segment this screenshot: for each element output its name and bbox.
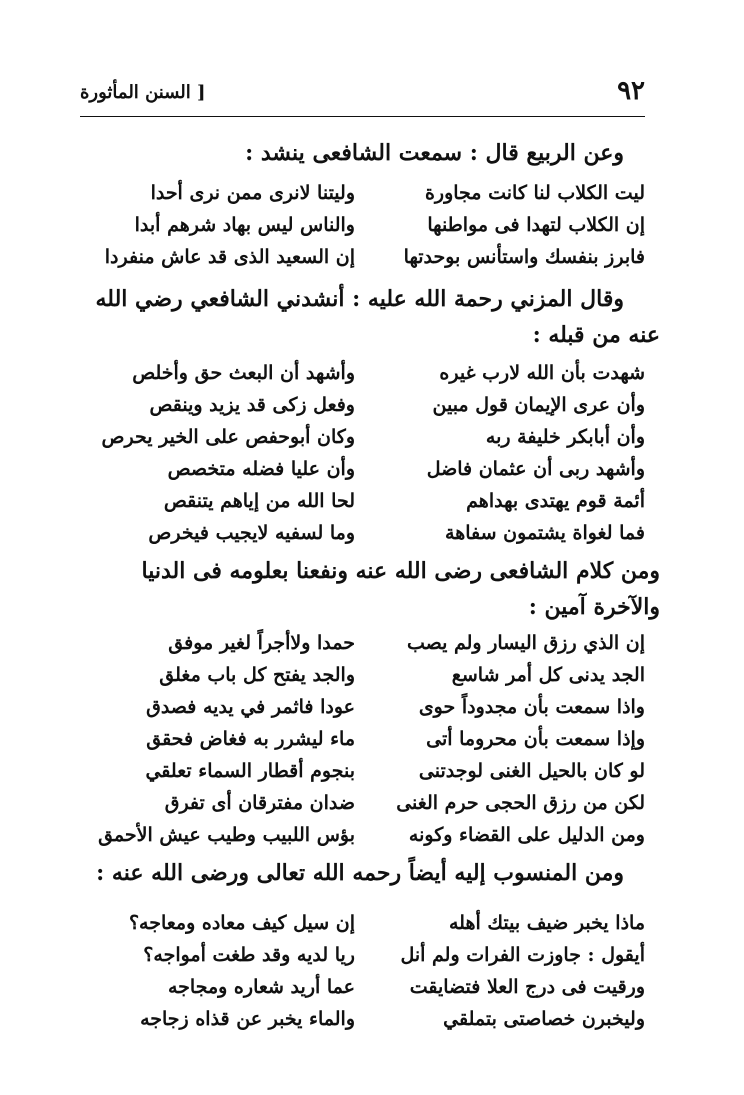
verse-hemistich-second: عودا فاثمر في يديه فصدق [146,696,355,718]
intro-paragraph-3-line-1: ومن كلام الشافعى رضى الله عنه ونفعنا بعلومه فى الدنيا [141,558,660,584]
poem-2 [80,362,645,554]
poem-2-verse [80,458,645,490]
running-title: [ السنن المأثورة [80,82,206,103]
verse-hemistich-first: وأشهد ربى أن عثمان فاضل [426,458,645,480]
poem-3 [80,632,645,856]
poem-4-verse [80,1008,645,1040]
poem-3-verse [80,664,645,696]
verse-hemistich-second: وفعل زكى قد يزيد وينقص [149,394,355,416]
verse-hemistich-first: واذا سمعت بأن مجدوداً حوى [418,696,645,718]
intro-paragraph-2-line-2: عنه من قبله : [532,322,660,348]
poem-4-verse [80,944,645,976]
verse-hemistich-second: ريا لديه وقد طغت أمواجه؟ [143,944,355,966]
verse-hemistich-first: ماذا يخبر ضيف بيتك أهله [448,912,645,934]
verse-hemistich-second: وما لسفيه لايجيب فيخرص [148,522,355,544]
verse-hemistich-second: وأشهد أن البعث حق وأخلص [132,362,355,384]
verse-hemistich-first: لو كان بالحيل الغنى لوجدتنى [418,760,645,782]
verse-hemistich-second: عما أريد شعاره ومجاجه [167,976,355,998]
verse-hemistich-first: وإذا سمعت بأن محروما أتى [426,728,645,750]
page-header [80,76,645,117]
poem-2-verse [80,426,645,458]
verse-hemistich-first: أئمة قوم يهتدى بهداهم [466,490,645,512]
poem-1-verse [80,214,645,246]
poem-2-verse [80,522,645,554]
verse-hemistich-first: شهدت بأن الله لارب غيره [439,362,645,384]
verse-hemistich-first: وأن عرى الإيمان قول مبين [432,394,645,416]
verse-hemistich-first: فابرز بنفسك واستأنس بوحدتها [403,246,645,268]
intro-paragraph-3-line-2: والآخرة آمين : [528,594,660,620]
verse-hemistich-second: لحا الله من إياهم يتنقص [163,490,355,512]
verse-hemistich-second: والماء يخبر عن قذاه زجاجه [140,1008,355,1030]
poem-2-verse [80,394,645,426]
poem-1 [80,182,645,278]
verse-hemistich-second: والجد يفتح كل باب مغلق [159,664,355,686]
intro-paragraph-2-line-1: وقال المزني رحمة الله عليه : أنشدني الشافعي رضي الله [95,286,624,312]
verse-hemistich-first: أيقول : جاوزت الفرات ولم أنل [400,944,645,966]
poem-3-verse [80,824,645,856]
poem-3-verse [80,792,645,824]
verse-hemistich-second: إن السعيد الذى قد عاش منفردا [104,246,355,268]
verse-hemistich-second: ماء ليشرر به فغاض فحقق [146,728,355,750]
verse-hemistich-first: الجد يدنى كل أمر شاسع [451,664,645,686]
verse-hemistich-second: إن سيل كيف معاده ومعاجه؟ [128,912,355,934]
verse-hemistich-first: إن الذي رزق اليسار ولم يصب [406,632,645,654]
verse-hemistich-second: ضدان مفترقان أى تفرق [164,792,355,814]
poem-3-verse [80,760,645,792]
verse-hemistich-second: والناس ليس بهاد شرهم أبدا [134,214,355,236]
poem-2-verse [80,490,645,522]
verse-hemistich-second: وكان أبوحفص على الخير يحرص [101,426,355,448]
intro-paragraph-4: ومن المنسوب إليه أيضاً رحمه الله تعالى ورضى الله عنه : [96,860,624,886]
intro-paragraph-1: وعن الربيع قال : سمعت الشافعى ينشد : [245,140,624,166]
poem-1-verse [80,182,645,214]
verse-hemistich-first: ورقيت فى درج العلا فتضايقت [409,976,645,998]
verse-hemistich-first: لكن من رزق الحجى حرم الغنى [396,792,645,814]
verse-hemistich-first: فما لغواة يشتمون سفاهة [445,522,645,544]
verse-hemistich-first: ليت الكلاب لنا كانت مجاورة [424,182,645,204]
verse-hemistich-second: بنجوم أقطار السماء تعلقي [145,760,355,782]
verse-hemistich-first: ومن الدليل على القضاء وكونه [408,824,645,846]
verse-hemistich-second: حمدا ولاأجراً لغير موفق [168,632,355,654]
poem-3-verse [80,632,645,664]
poem-4-verse [80,976,645,1008]
poem-4 [80,912,645,1040]
verse-hemistich-first: وأن أبابكر خليفة ربه [485,426,645,448]
poem-2-verse [80,362,645,394]
verse-hemistich-second: بؤس اللبيب وطيب عيش الأحمق [98,824,355,846]
verse-hemistich-second: وأن عليا فضله متخصص [167,458,355,480]
verse-hemistich-first: وليخبرن خصاصتى بتملقي [443,1008,645,1030]
poem-1-verse [80,246,645,278]
page-number: ٩٢ [617,76,645,106]
poem-3-verse [80,728,645,760]
verse-hemistich-second: وليتنا لانرى ممن نرى أحدا [150,182,355,204]
poem-4-verse [80,912,645,944]
poem-3-verse [80,696,645,728]
verse-hemistich-first: إن الكلاب لتهدا فى مواطنها [427,214,645,236]
